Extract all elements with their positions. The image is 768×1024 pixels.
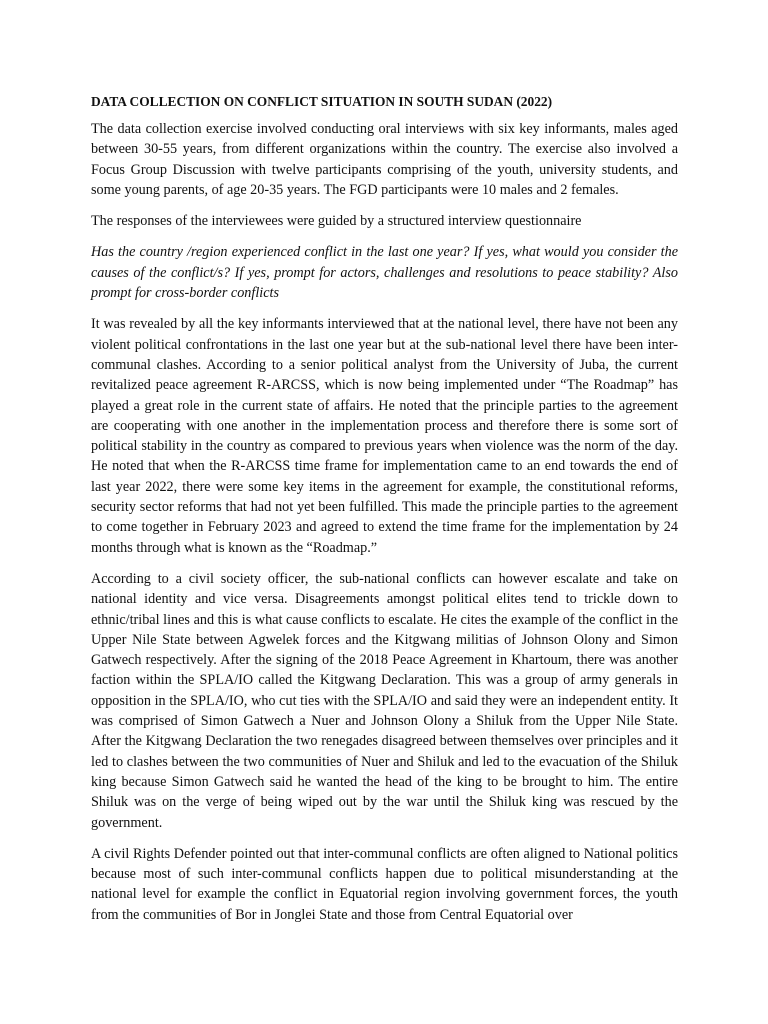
document-title: DATA COLLECTION ON CONFLICT SITUATION IN SOUTH SUDAN (2022) (91, 94, 553, 109)
question-paragraph: Has the country /region experienced conflict in the last one year? If yes, what would you consider the causes of the conflict/s? If yes, prompt for actors, challenges and resolutions to peace stability? Also prompt for cross-border conflicts (91, 244, 678, 302)
questionnaire-intro-paragraph: The responses of the interviewees were guided by a structured interview questionnaire (91, 213, 582, 230)
findings-paragraph: It was revealed by all the key informants interviewed that at the national level, there have not been any violent political confrontations in the last one year but at the sub-national level there have been inter-communal clashes. According to a senior political analyst from the University of Juba, the current revitalized peace agreement R-ARCSS, which is now being implemented under “The Roadmap” has played a great role in the current state of affairs. He noted that the principle parties to the agreement are cooperating with one another in the implementation process and therefore there is some sort of political stability in the country as compared to previous years when violence was the norm of the day. He noted that when the R-ARCSS time frame for implementation came to an end towards the end of last year 2022, there were some key items in the agreement for example, the constitutional reforms, security sector reforms that had not yet been fulfilled. This made the principle parties to the agreement to come together in February 2023 and agreed to extend the time frame for the implementation by 24 months through what is known as the “Roadmap.” (91, 316, 678, 556)
intro-paragraph: The data collection exercise involved conducting oral interviews with six key informants, males aged between 30-55 years, from different organizations within the country. The exercise also involved a Focus Group Discussion with twelve participants comprising of the youth, university students, and some young parents, of age 20-35 years. The FGD participants were 10 males and 2 females. (91, 121, 678, 198)
civil-society-paragraph: According to a civil society officer, the sub-national conflicts can however escalate and take on national identity and vice versa. Disagreements amongst political elites tend to trickle down to ethnic/tribal lines and this is what cause conflicts to escalate. He cites the example of the conflict in the Upper Nile State between Agwelek forces and the Kitgwang militias of Johnson Olony and Simon Gatwech respectively. After the signing of the 2018 Peace Agreement in Khartoum, there was another faction within the SPLA/IO called the Kitgwang Declaration. This was a group of army generals in opposition in the SPLA/IO, who cut ties with the SPLA/IO and said they were an independent entity. It was comprised of Simon Gatwech a Nuer and Johnson Olony a Shiluk from the Upper Nile State. After the Kitgwang Declaration the two renegades disagreed between themselves over principles and it led to clashes between the two communities of Nuer and Shiluk and led to the evacuation of the Shiluk king because Simon Gatwech said he wanted the head of the king to be brought to him. The entire Shiluk was on the verge of being wiped out by the war until the Shiluk king was rescued by the government. (91, 570, 678, 831)
rights-defender-paragraph: A civil Rights Defender pointed out that inter-communal conflicts are often aligned to National politics because most of such inter-communal conflicts happen due to political misunderstanding at the national level for example the conflict in Equatorial region involving government forces, the youth from the communities of Bor in Jonglei State and those from Central Equatorial over (91, 845, 678, 923)
document-page (91, 92, 678, 925)
